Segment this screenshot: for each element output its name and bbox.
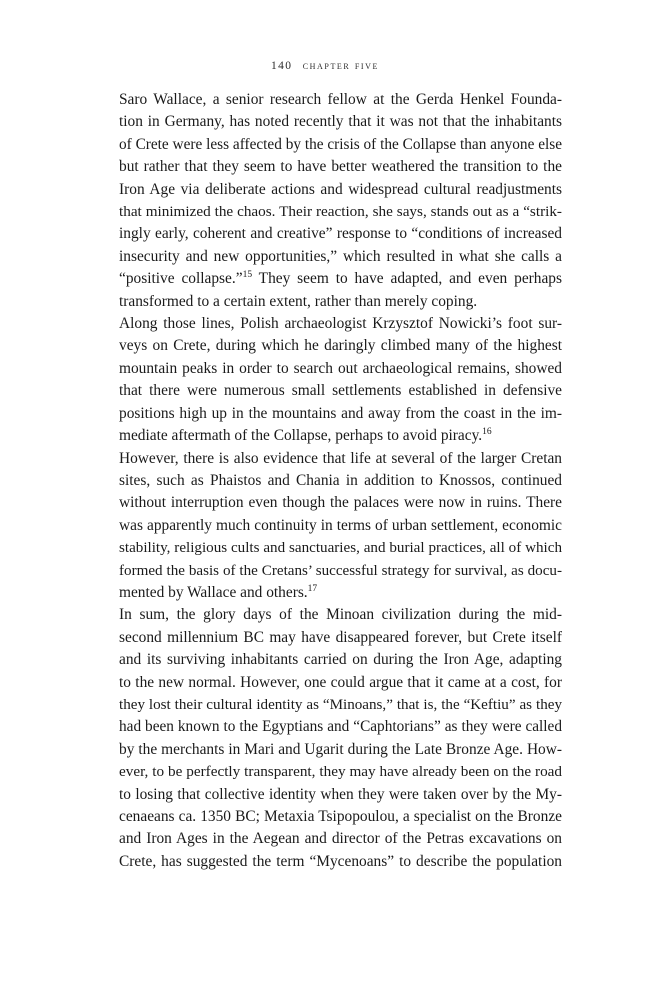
- text-line: to the new normal. However, one could argue that it came at a cost, for: [119, 673, 562, 691]
- text-line: In sum, the glory days of the Minoan civilization during the mid-: [119, 606, 562, 624]
- running-head: [0, 60, 650, 72]
- text-line: had been known to the Egyptians and “Caphtorians” as they were called: [119, 718, 562, 736]
- text-line: transformed to a certain extent, rather than merely coping.: [119, 292, 478, 310]
- text-line: cenaeans ca. 1350 BC; Metaxia Tsipopoulou, a specialist on the Bronze: [119, 808, 562, 825]
- text-line: insecurity and new opportunities,” which resulted in what she calls a: [119, 247, 562, 265]
- text-line: that minimized the chaos. Their reaction, she says, stands out as a “strik-: [119, 203, 562, 221]
- text-line: formed the basis of the Cretans’ successful strategy for survival, as docu-: [119, 562, 562, 579]
- text-segment: mented by Wallace and others.: [119, 583, 308, 601]
- chapter-title: chapter five: [302, 60, 380, 72]
- paragraph-2: [101, 313, 562, 447]
- text-line: ever, to be perfectly transparent, they may have already been on the road: [119, 763, 562, 781]
- footnote-ref-17[interactable]: 17: [307, 583, 318, 594]
- text-line: Saro Wallace, a senior research fellow at the Gerda Henkel Founda-: [119, 91, 562, 108]
- footnote-ref-15[interactable]: 15: [242, 270, 253, 281]
- text-line: that there were numerous small settlements established in defensive: [119, 382, 562, 400]
- text-line: they lost their cultural identity as “Minoans,” that is, the “Keftiu” as they: [119, 696, 562, 713]
- text-line: tion in Germany, has noted recently that it was not that the inhabitants: [119, 113, 562, 131]
- text-line: but rather that they seem to have better weathered the transition to the: [119, 158, 562, 176]
- text-line: to losing that collective identity when they were taken over by the My-: [119, 785, 562, 803]
- text-line: of Crete were less affected by the crisis of the Collapse than anyone else: [119, 135, 562, 153]
- text-line: positions high up in the mountains and away from the coast in the im-: [119, 404, 562, 422]
- text-line: sites, such as Phaistos and Chania in addition to Knossos, continued: [119, 471, 562, 489]
- text-line: and Iron Ages in the Aegean and director of the Petras excavations on: [119, 830, 562, 848]
- text-line: [101, 425, 562, 447]
- text-line: Crete, has suggested the term “Mycenoans” to describe the population: [119, 852, 562, 870]
- text-line: ingly early, coherent and creative” response to “conditions of increased: [119, 225, 562, 243]
- page-number: 140: [270, 60, 293, 72]
- text-line: Along those lines, Polish archaeologist Krzysztof Nowicki’s foot sur-: [119, 315, 562, 333]
- text-line: [101, 582, 562, 604]
- text-line: without interruption even though the palaces were now in ruins. There: [119, 494, 562, 512]
- text-line: second millennium BC may have disappeared forever, but Crete itself: [119, 628, 562, 646]
- text-line: stability, religious cults and sanctuaries, and burial practices, all of which: [119, 540, 562, 557]
- text-line: mountain peaks in order to search out archaeological remains, showed: [119, 359, 562, 377]
- text-line: [101, 268, 562, 290]
- text-line: veys on Crete, during which he daringly climbed many of the highest: [119, 337, 562, 355]
- text-line: was apparently much continuity in terms of urban settlement, economic: [119, 516, 562, 534]
- text-line: and its surviving inhabitants carried on during the Iron Age, adapting: [119, 651, 562, 669]
- paragraph-1: [101, 89, 562, 313]
- footnote-ref-16[interactable]: 16: [482, 427, 492, 438]
- text-line: However, there is also evidence that life at several of the larger Cretan: [119, 449, 562, 467]
- paragraph-4: [101, 604, 562, 873]
- text-line: Iron Age via deliberate actions and widespread cultural readjustments: [119, 180, 562, 198]
- text-line: by the merchants in Mari and Ugarit during the Late Bronze Age. How-: [119, 740, 562, 758]
- text-segment: “positive collapse.”: [119, 270, 243, 288]
- body-text: [101, 89, 562, 873]
- text-segment: They seem to have adapted, and even perhaps: [252, 270, 562, 288]
- text-segment: mediate aftermath of the Collapse, perhaps to avoid piracy.: [119, 427, 483, 445]
- paragraph-3: [101, 448, 562, 605]
